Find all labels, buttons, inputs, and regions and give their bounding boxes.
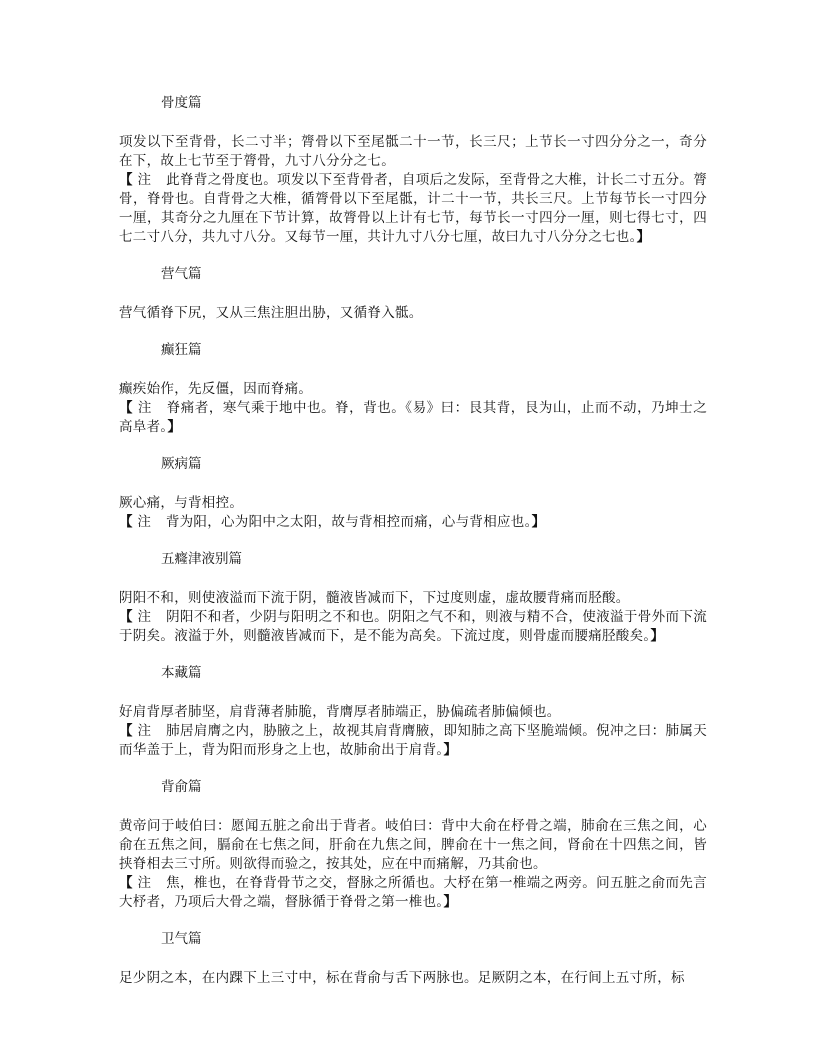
- note-label: 注: [137, 172, 152, 188]
- section-title: 厥病篇: [161, 456, 202, 472]
- close-bracket: 】: [650, 628, 665, 644]
- section-text: 足少阴之本，在内踝下上三寸中，标在背俞与舌下两脉也。足厥阴之本，在行间上五寸所，标: [119, 970, 685, 986]
- note-label: 注: [137, 723, 152, 739]
- note-body: 焦，椎也，在脊背骨节之交，督脉之所循也。大杼在第一椎端之两旁。问五脏之俞而先言大杼者，乃项后大骨之端，督脉循于脊骨之第一椎也。: [119, 875, 707, 910]
- section-note: [119, 874, 707, 912]
- close-bracket: 】: [443, 742, 458, 758]
- section-title: 五癃津液别篇: [161, 551, 242, 567]
- section-text: 好肩背厚者肺坚，肩背薄者肺脆，背膺厚者肺端正，胁偏疏者肺偏倾也。: [119, 704, 561, 720]
- section-note: [119, 513, 707, 532]
- note-label: 注: [137, 875, 152, 891]
- close-bracket: 】: [636, 229, 651, 245]
- section-note: [119, 722, 707, 760]
- note-body: 背为阳，心为阳中之太阳，故与背相控而痛，心与背相应也。: [165, 514, 532, 530]
- section-text: 项发以下至背骨，长二寸半；膂骨以下至尾骶二十一节，长三尺；上节长一寸四分分之一，奇分在下，故上七节至于膂骨，九寸八分分之七。: [119, 134, 707, 169]
- open-bracket: 【: [119, 609, 133, 625]
- section-title: 营气篇: [161, 266, 202, 282]
- section-text: 黄帝问于岐伯曰：愿闻五脏之俞出于背者。岐伯曰：背中大俞在杼骨之端，肺俞在三焦之间，心俞在五焦之间，膈俞在七焦之间，肝俞在九焦之间，脾俞在十一焦之间，肾俞在十四焦之间，皆挟脊相去三寸所。则欲得而验之，按其处，应在中而痛解，乃其俞也。: [119, 818, 707, 872]
- note-body: 脊痛者，寒气乘于地中也。脊，背也。《易》曰：艮其背，艮为山，止而不动，乃坤士之高阜者。: [119, 400, 708, 435]
- section-juebing: [119, 455, 707, 532]
- note-body: 阴阳不和者，少阴与阳明之不和也。阴阳之气不和，则液与精不合，使液溢于骨外而下流于阴矣。液溢于外，则髓液皆减而下，是不能为高矣。下流过度，则骨虚而腰痛胫酸矣。: [119, 609, 707, 644]
- section-title: 癫狂篇: [161, 342, 202, 358]
- note-label: 注: [137, 609, 152, 625]
- section-text: 癫疾始作，先反僵，因而脊痛。: [119, 381, 313, 397]
- note-label: 注: [137, 514, 152, 530]
- section-title: 骨度篇: [161, 95, 202, 111]
- close-bracket: 】: [531, 514, 546, 530]
- section-title: 本藏篇: [161, 665, 202, 681]
- section-note: [119, 608, 707, 646]
- section-beishu: [119, 778, 707, 912]
- section-gudu: [119, 94, 707, 247]
- section-benzang: [119, 664, 707, 760]
- open-bracket: 【: [119, 723, 133, 739]
- open-bracket: 【: [119, 875, 133, 891]
- section-wulong: [119, 550, 707, 646]
- section-diankuang: [119, 341, 707, 437]
- note-label: 注: [137, 400, 152, 416]
- section-note: [119, 399, 707, 437]
- section-title: 卫气篇: [161, 931, 202, 947]
- close-bracket: 】: [443, 894, 458, 910]
- note-body: 此脊背之骨度也。项发以下至背骨者，自项后之发际，至背骨之大椎，计长二寸五分。膂骨，脊骨也。自背骨之大椎，循膂骨以下至尾骶，计二十一节，共长三尺。上节每节长一寸四分一厘，其奇分之九厘在下节计算，故膂骨以上计有七节，每节长一寸四分一厘，则七得七寸，四七二寸八分，共九寸八分。又每节一厘，共计九寸八分七厘，故曰九寸八分分之七也。: [119, 172, 707, 245]
- document-page: [119, 94, 707, 988]
- section-text: 厥心痛，与背相控。: [119, 495, 244, 511]
- close-bracket: 】: [167, 419, 182, 435]
- open-bracket: 【: [119, 514, 133, 530]
- section-title: 背俞篇: [161, 779, 202, 795]
- open-bracket: 【: [119, 400, 134, 416]
- section-note: [119, 171, 707, 247]
- section-weiqi: [119, 930, 707, 988]
- open-bracket: 【: [119, 172, 133, 188]
- note-body: 肺居肩膺之内，胁腋之上，故视其肩背膺腋，即知肺之高下坚脆端倾。倪冲之曰：肺属天而华盖于上，背为阳而形身之上也，故肺俞出于肩背。: [119, 723, 707, 758]
- section-text: 营气循脊下尻，又从三焦注胆出胁，又循脊入骶。: [119, 305, 423, 321]
- section-yingqi: [119, 265, 707, 323]
- section-text: 阴阳不和，则使液溢而下流于阴，髓液皆减而下，下过度则虚，虚故腰背痛而胫酸。: [119, 590, 630, 606]
